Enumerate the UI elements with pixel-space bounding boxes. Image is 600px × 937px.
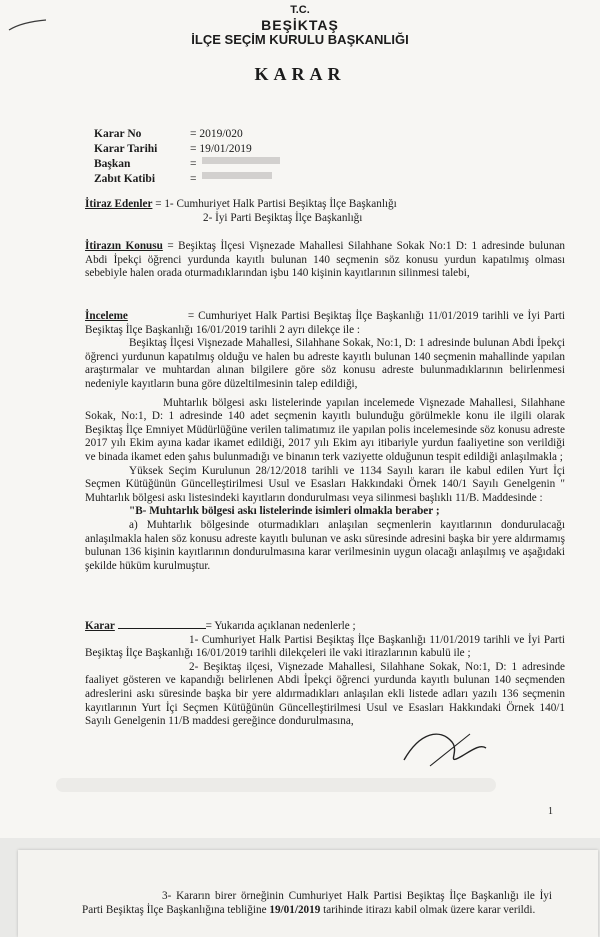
- karar-p1: 1- Cumhuriyet Halk Partisi Beşiktaş İlçe Başkanlığı 11/01/2019 tarihli ve İyi Parti Beşiktaş İlçe Başkanlığı 16/01/2019 tarihli dilekçeleri ile vaki itirazlarının kabulü ile ;: [85, 633, 565, 660]
- baskan-label: Başkan: [94, 158, 131, 170]
- redacted-name: [202, 172, 272, 179]
- document-page-2: [18, 850, 598, 937]
- konu-label: İtirazın Konusu: [85, 240, 163, 252]
- inceleme-p1: Cumhuriyet Halk Partisi Beşiktaş İlçe Başkanlığı 11/01/2019 tarihli ve İyi Parti Beşiktaş İlçe Başkanlığı 16/01/2019 tarihli 2 ayrı dilekçe ile :: [85, 310, 566, 336]
- karar-section: [85, 620, 565, 729]
- itiraz-eq: =: [155, 198, 162, 210]
- itiraz-label: İtiraz Edenler: [85, 198, 153, 210]
- blurred-area: [56, 778, 496, 792]
- karar-intro: Yukarıda açıklanan nedenlerle ;: [214, 620, 356, 632]
- karar-p3: [82, 890, 552, 917]
- konu-eq: =: [167, 240, 174, 252]
- inceleme-label: İnceleme: [85, 310, 128, 322]
- header-tc: T.C.: [290, 4, 310, 16]
- itiraz-section: [85, 198, 565, 225]
- inceleme-p2: Beşiktaş İlçesi Vişnezade Mahallesi, Silahhane Sokak, No:1, D: 1 adresinde bulunan Abdi İpekçi öğrenci yurdunun kapatılmış olduğu ve halen bu adreste kayıtlı bulunan 140 seçmenin mahallinde yapılan araştırmalar ve muhtardan alınan bilgilere göre söz konusu adreste bulunmadıklarının belirlenmesi nedeniyle kayıtların buna göre düzeltilmesinin talep edildiği,: [85, 337, 565, 390]
- karar-tarihi-label: Karar Tarihi: [94, 143, 158, 155]
- inceleme-eq: =: [187, 310, 195, 322]
- signature-icon: [400, 722, 490, 772]
- inceleme-p3: Muhtarlık bölgesi askı listelerinde yapılan incelemede Vişnezade Mahallesi, Silahhane Sokak, No:1, D: 1 adresinde 140 adet seçmenin kayıtlı bulunduğu görülmekle konu ile ilgili olarak Beşiktaş İlçe Emniyet Müdürlüğüne verilen talimatımız ile yapılan polis incelemesinde söz konusu adreste 2017 yılı Ekim ayına kadar ikamet edildiği, 2017 yılı Ekim ayı itibariyle yurdun faaliyetine son verildiği ve binada ikamet eden şahıs bulunmadığı ve binanın terk vaziyette olduğunun tespit edildiği anlaşılmakla ;: [85, 396, 565, 463]
- inceleme-p4: Yüksek Seçim Kurulunun 28/12/2018 tarihli ve 1134 Sayılı kararı ile kabul edilen Yurt İçi Seçmen Kütüğünün Güncelleştirilmesi Usul ve Esasları Hakkındaki Örnek 140/1 Sayılı Genelgenin " Muhtarlık bölgesi askı listesindeki kayıtların dondurulması veya silinmesi başlıklı 11/B. Maddesinde :: [85, 464, 565, 504]
- zabit-eq: =: [190, 173, 197, 185]
- zabit-label: Zabıt Katibi: [94, 173, 156, 185]
- karar-p2: 2- Beşiktaş ilçesi, Vişnezade Mahallesi, Silahhane Sokak, No:1, D: 1 adresinde faaliyet gösteren ve kapandığı belirlenen Abdi İpekçi öğrenci yurdunda kayıtlı bulunan 140 seçmenden adreslerini askı süresinde başka bir yere aldırmadıkları anlaşılan ekli listede adları yazılı 136 seçmenin kayıtlarının Yurt İçi Seçmen Kütüğünün Güncelleştirilmesi Usul ve Esasları Hakkındaki Örnek 140/1 Sayılı Genelgenin 11/B maddesi gereğince dondurulmasına,: [85, 660, 565, 728]
- karar-no-label: Karar No: [94, 128, 142, 140]
- header-board: İLÇE SEÇİM KURULU BAŞKANLIĞI: [191, 32, 409, 47]
- itiraz-line-1: 1- Cumhuriyet Halk Partisi Beşiktaş İlçe Başkanlığı: [164, 198, 397, 210]
- inceleme-p6: a) Muhtarlık bölgesinde oturmadıkları anlaşılan seçmenlerin kayıtlarının dondurulacağı anlaşılmakla halen söz konusu adreste kayıtlı bulunan ve askı süresinde adresini başka bir yere aldırmamış bulunan 136 kişinin kayıtlarının dondurulmasına karar verilmesinin uygun olacağı anlaşılmış ve aşağıdaki şekilde hüküm kurulmuştur.: [85, 518, 565, 572]
- page-number: 1: [548, 806, 553, 817]
- konu-text: Beşiktaş İlçesi Vişnezade Mahallesi Silahhane Sokak No:1 D: 1 adresinde bulunan Abdi İpekçi öğrenci yurdunda kayıtlı bulunan 140 seçmenin söz konusu yurdun kapatılmış olması sebebiyle halen orada oturmadıklarından işbu 140 kişinin kayıtlarının silinmesi talebi,: [85, 240, 566, 280]
- konu-section: [85, 240, 565, 281]
- baskan-eq: =: [190, 158, 197, 170]
- inceleme-section: [85, 310, 565, 573]
- karar-no-value: = 2019/020: [190, 128, 243, 140]
- karar-p3-post: tarihinde itirazı kabil olmak üzere karar verildi.: [320, 903, 536, 916]
- karar-tarihi-value: = 19/01/2019: [190, 143, 252, 155]
- inceleme-p5: "B- Muhtarlık bölgesi askı listelerinde isimleri olmakla beraber ;: [129, 505, 440, 518]
- document-title: KARAR: [254, 64, 346, 84]
- karar-eq: =: [205, 620, 212, 632]
- karar-label: Karar: [85, 620, 115, 632]
- redacted-name: [202, 157, 280, 164]
- itiraz-line-2: 2- İyi Parti Beşiktaş İlçe Başkanlığı: [203, 211, 363, 224]
- decision-meta: [94, 127, 280, 187]
- karar-p3-date: 19/01/2019: [269, 903, 321, 916]
- karar-p3-pre: 3- Kararın birer örneğinin Cumhuriyet Halk Partisi Beşiktaş İlçe Başkanlığı ile İyi Parti Beşiktaş İlçe Başkanlığına tebliğine: [82, 890, 552, 916]
- header-district: BEŞİKTAŞ: [261, 17, 339, 33]
